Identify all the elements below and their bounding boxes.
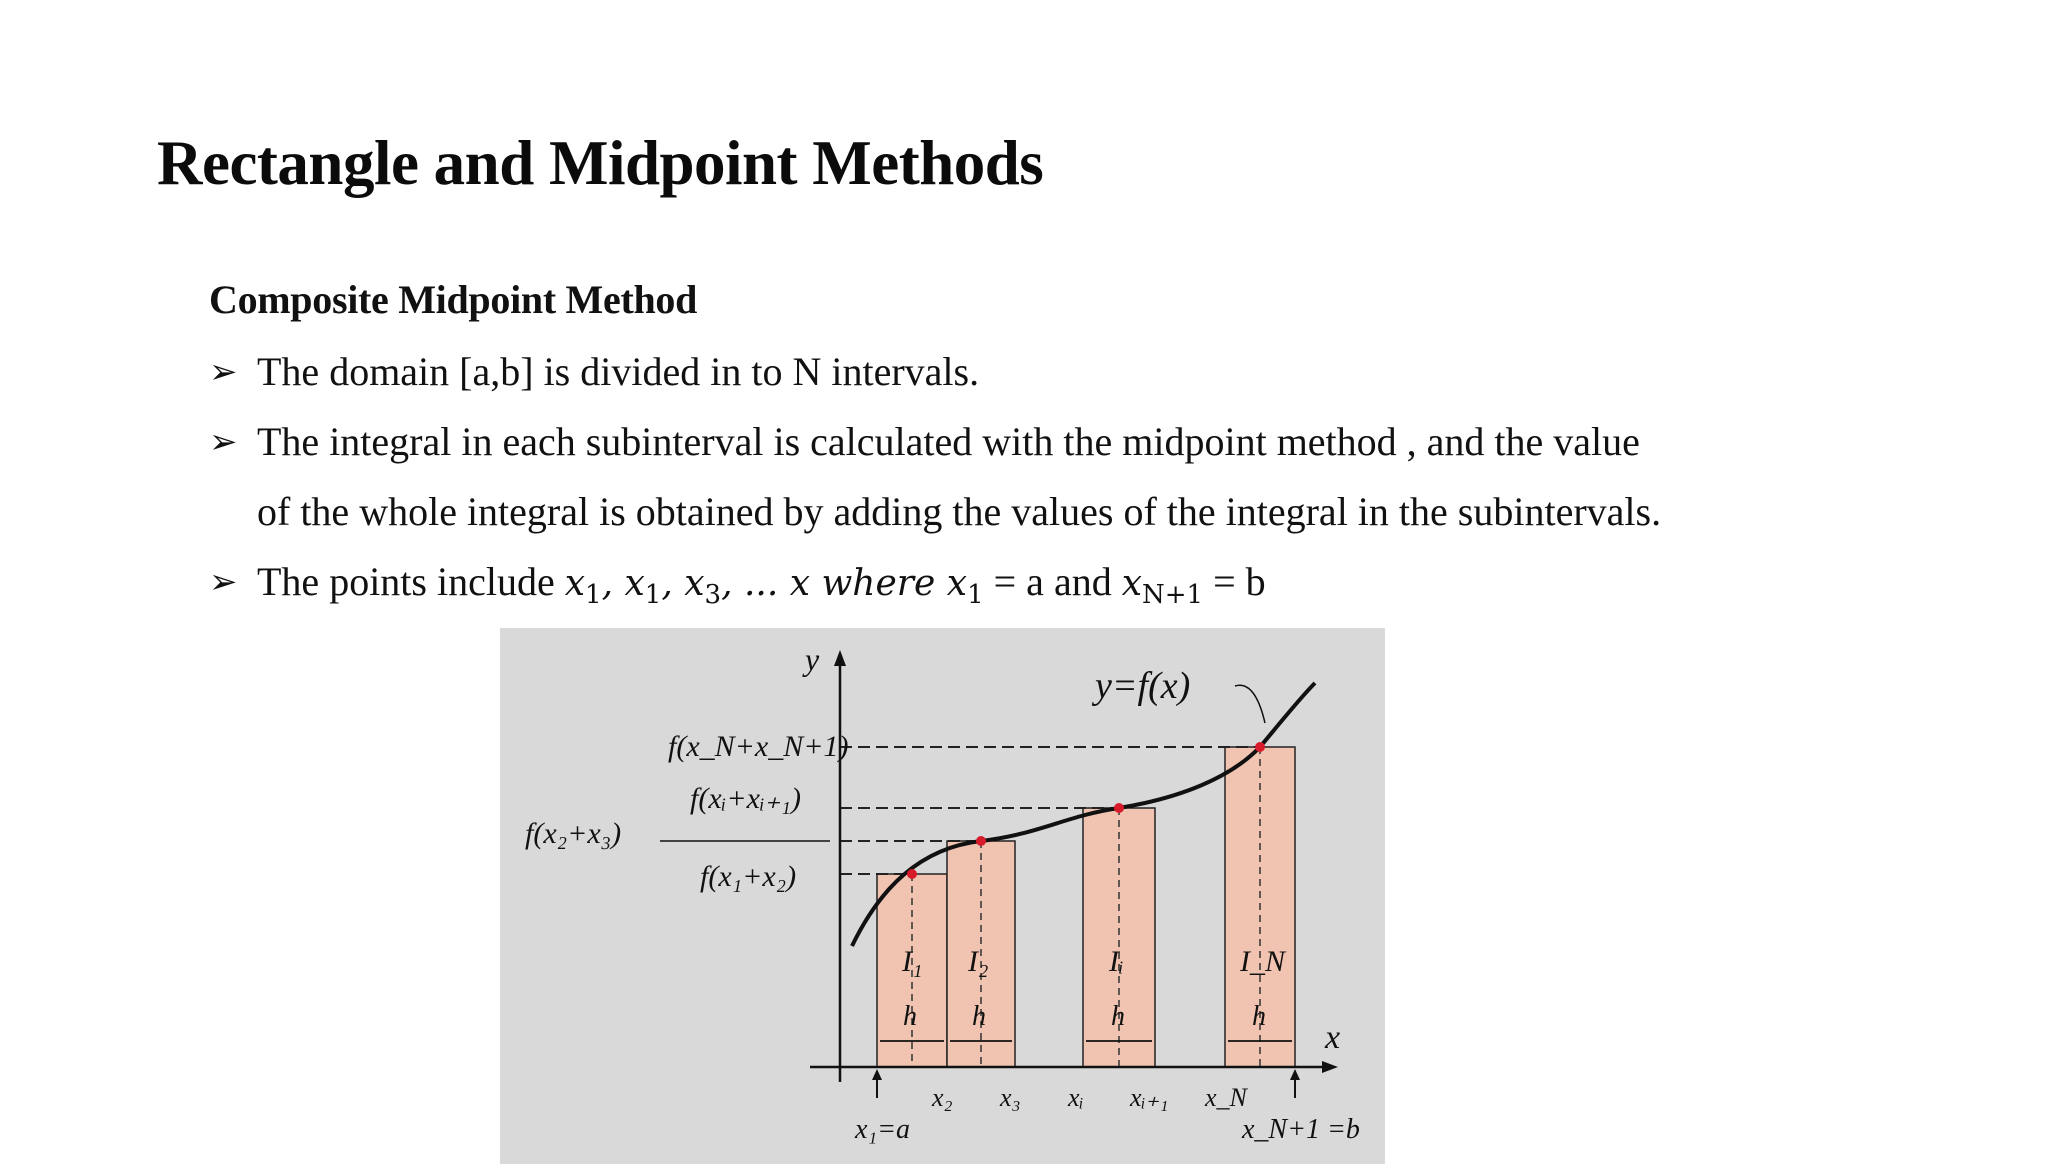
integral-Ii: Iᵢ: [1109, 945, 1124, 978]
bullet-2: [209, 419, 1640, 464]
x-axis-label: x: [1325, 1019, 1341, 1056]
x-tick-i: xᵢ: [1068, 1083, 1084, 1112]
y-axis-label: y: [805, 641, 820, 677]
section-subtitle: Composite Midpoint Method: [209, 277, 698, 322]
h-label-2: h: [972, 1001, 986, 1032]
h-label-i: h: [1111, 1001, 1125, 1032]
x-tick-2: x₂: [932, 1083, 953, 1112]
slide-title: Rectangle and Midpoint Methods: [157, 128, 1044, 198]
bullet-1: [209, 349, 980, 394]
integral-I1: I₁: [902, 945, 923, 978]
x-tick-3: x₃: [1000, 1083, 1021, 1112]
arrow-bullet-icon: ➢: [209, 424, 238, 461]
f-N-label: f(x_N+x_N+1): [668, 730, 849, 763]
x1-a-label: x₁=a: [855, 1114, 911, 1145]
curve-label: y=f(x): [1095, 665, 1191, 707]
bullet-2-continuation: of the whole integral is obtained by adding the values of the integral in the subintervals.: [257, 489, 1662, 534]
integral-IN: I_N: [1240, 945, 1285, 978]
bullet-3: [209, 559, 1266, 611]
points-list: $x_1$, $x_1$, $x_3$, ... x where $x_1$: [564, 563, 984, 611]
figure-svg: [500, 628, 1385, 1164]
eq-b: = b: [1203, 559, 1266, 604]
xN1-var: $x_{N+1}$: [1121, 563, 1204, 611]
x-tick-i1: xᵢ₊₁: [1130, 1083, 1169, 1112]
bullet-2-text: The integral in each subinterval is calculated with the midpoint method , and the value: [257, 419, 1640, 464]
x-tick-N: x_N: [1205, 1083, 1247, 1112]
integral-I2: I₂: [968, 945, 989, 978]
eq-a: = a and: [983, 559, 1122, 604]
f-i-label: f(xᵢ+xᵢ₊₁): [690, 782, 801, 815]
h-label-1: h: [903, 1001, 917, 1032]
f-2-label: f(x₂+x₃): [525, 817, 622, 850]
bullet-1-text: The domain [a,b] is divided in to N intervals.: [257, 349, 980, 394]
h-label-N: h: [1252, 1001, 1266, 1032]
f-1-label: f(x₁+x₂): [700, 860, 797, 893]
xN1-b-label: x_N+1 =b: [1242, 1114, 1360, 1145]
bullet-3-prefix: The points include: [257, 559, 565, 604]
arrow-bullet-icon: ➢: [209, 354, 238, 391]
midpoint-figure: [500, 628, 1385, 1164]
arrow-bullet-icon: ➢: [209, 564, 238, 601]
